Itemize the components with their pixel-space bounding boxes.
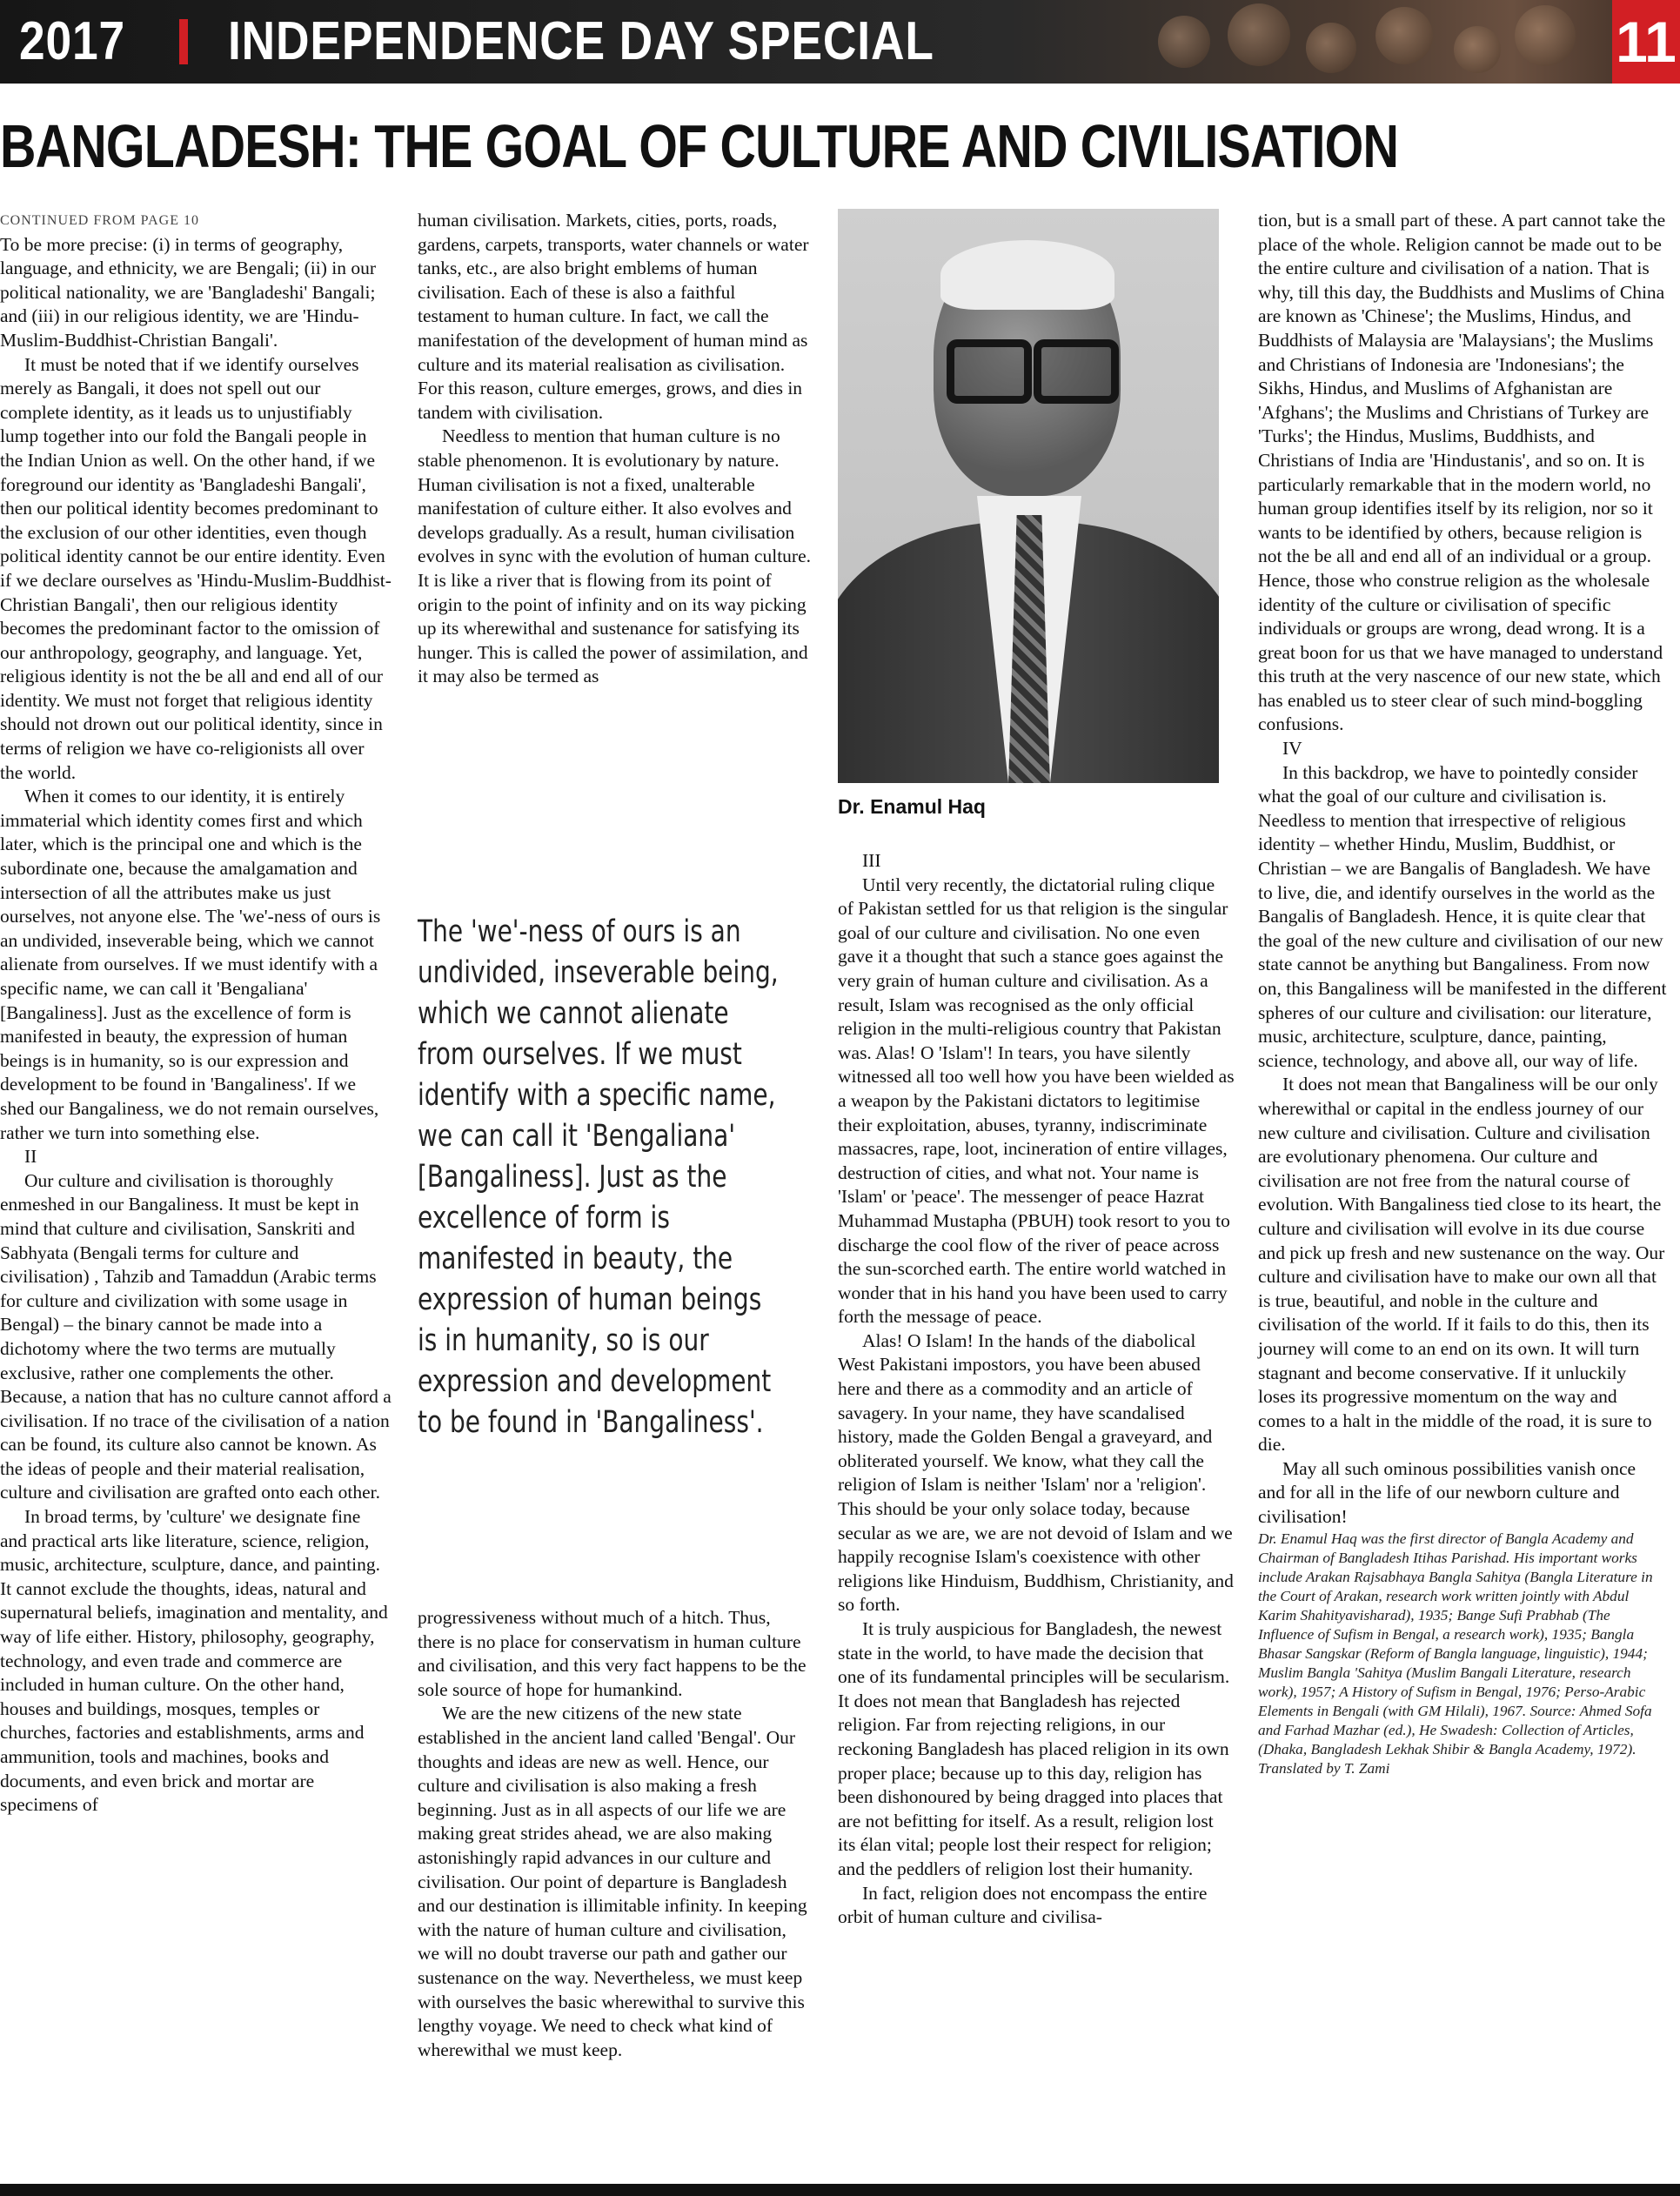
banner-divider: [179, 19, 188, 64]
column-2-top: [418, 209, 811, 689]
section-numeral: IV: [1282, 738, 1302, 760]
pull-quote: The 'we'-ness of ours is an undivided, inseverable being, which we cannot alienate from ourselves. If we must identify with a specific name, we can call it 'Bengaliana' [Bangaliness]. Just as the excellence of form is manifested in beauty, the expression of human beings is in humanity, so is our expression and development to be found in 'Bangaliness'.: [418, 914, 779, 1440]
paragraph: In fact, religion does not encompass the entire orbit of human culture and civilisa-: [838, 1882, 1208, 1928]
photo-caption: Dr. Enamul Haq: [838, 795, 986, 818]
paragraph: In this backdrop, we have to pointedly consider what the goal of our culture and civilisation is. Needless to mention that irrespective of religious identity – whether Hindu, Muslim, Buddhist, or Christian – we are Bangalis of Bangladesh. We have to live, die, and identify ourselves in the world as the Bangalis of Bangladesh. Hence, it is quite clear that the goal of the new culture and civilisation of our new state cannot be anything but Bangaliness. From now on, this Bangaliness will be manifested in the different spheres of our culture and civilisation: our literature, music, architecture, sculpture, dance, painting, science, technology, and above all, our way of life.: [1258, 761, 1667, 1071]
paragraph: In broad terms, by 'culture' we designate fine and practical arts like literature, science, religion, music, architecture, sculpture, dance, and painting. It cannot exclude the thoughts, ideas, natural and supernatural beliefs, imagination and mentality, and way of life either. History, philosophy, geography, technology, and even trade and commerce are included in human culture. On the other hand, houses and buildings, mosques, temples or churches, factories and establishments, arms and ammunition, tools and machines, books and documents, and even brick and mortar are specimens of: [0, 1506, 388, 1816]
column-3: [838, 849, 1235, 1930]
paragraph: Alas! O Islam! In the hands of the diabolical West Pakistani impostors, you have been abused here and there as a commodity and an article of savagery. In your name, they have scandalised history, made the Golden Bengal a graveyard, and obliterated yourself. We know, what they call the religion of Islam is neither 'Islam' nor a 'religion'. This should be your only solace today, because secular as we are, we are not devoid of Islam and we happily recognise Islam's coexistence with other religions like Hinduism, Buddhism, Christianity, and so forth.: [838, 1329, 1234, 1616]
paragraph: May all such ominous possibilities vanish once and for all in the life of our newborn culture and civilisation!: [1258, 1457, 1636, 1528]
page-number: 11: [1612, 0, 1680, 84]
article-headline: BANGLADESH: THE GOAL OF CULTURE AND CIVILISATION: [0, 112, 1399, 180]
paragraph: Needless to mention that human culture is no stable phenomenon. It is evolutionary by nature. Human civilisation is not a fixed, unalterable manifestation of culture either. It also evolves and develops gradually. As a result, human civilisation evolves in sync with the evolution of human culture. It is like a river that is flowing from its point of origin to the point of infinity and on its way picking up its wherewithal and sustenance for satisfying its hunger. This is called the power of assimilation, and it may also be termed as: [418, 425, 812, 687]
banner-decoration-image: [1123, 0, 1610, 84]
paragraph: tion, but is a small part of these. A part cannot take the place of the whole. Religion cannot be made out to be the entire culture and civilisation of a nation. That is why, till this day, the Buddhists and Muslims of China are known as 'Chinese'; the Muslims, Hindus, and Buddhists of Malaysia are 'Malaysians'; the Muslims and Christians of Indonesia are 'Indonesians'; the Sikhs, Hindus, and Muslims of Afghanistan are 'Afghans'; the Muslims and Christians of Turkey are 'Turks'; the Hindus, Muslims, Buddhists, and Christians of India are 'Hindustanis', and so on. It is particularly remarkable that in the modern world, no human group identifies itself by its religion, nor so it wants to be identified by others, because religion is not the be all and end all of an individual or a group. Hence, those who construe religion as the wholesale identity of the culture or civilisation of specific individuals or groups are wrong, dead wrong. It is a great boon for us that we have managed to understand this truth at the very nascence of our new state, which has enabled us to steer clear of such mind-boggling confusions.: [1258, 210, 1666, 735]
paragraph: Our culture and civilisation is thoroughly enmeshed in our Bangaliness. It must be kept in mind that culture and civilisation, Sanskriti and Sabhyata (Bengali terms for culture and civilisation) , Tahzib and Tamaddun (Arabic terms for culture and civilization with some usage in Bengal) – the binary cannot be made into a dichotomy where the two terms are mutually exclusive, rather one complements the other. Because, a nation that has no culture cannot afford a civilisation. If no trace of the civilisation of a nation can be found, its culture also cannot be known. As the ideas of people and their material realisation, culture and civilisation are grafted onto each other.: [0, 1169, 392, 1503]
continued-from-label: CONTINUED FROM PAGE 10: [0, 213, 199, 228]
author-bio-note: Dr. Enamul Haq was the first director of Bangla Academy and Chairman of Bangladesh Itihas Parishad. His important works include Arakan Rajsabhaya Bangla Sahitya (Bangla Literature in the Court of Arakan, research work written jointly with Abdul Karim Shahityavisharad), 1935; Bange Sufi Prabhab (The Influence of Sufism in Bengal, a research work), 1935; Bangla Bhasar Sangskar (Reform of Bangla language, linguistic), 1944; Muslim Bangla 'Sahitya (Muslim Bangali Literature, research work), 1957; A History of Sufism in Bengal, 1976; Perso-Arabic Elements in Bengali (with GM Hilali), 1967. Source: Ahmed Sofa and Farhad Mazhar (ed.), He Swadesh: Collection of Articles, (Dhaka, Bangladesh Lekhak Shibir & Bangla Academy, 1972). Translated by T. Zami: [1258, 1530, 1653, 1777]
section-numeral: III: [862, 850, 881, 871]
paragraph: We are the new citizens of the new state established in the ancient land called 'Bengal'. Our thoughts and ideas are new as well. Hence, our culture and civilisation is also making a fresh beginning. Just as in all aspects of our life we are making great strides ahead, we are also making astonishingly rapid advances in our culture and civilisation. Our point of departure is Bangladesh and our destination is illimitable infinity. In keeping with the nature of human culture and civilisation, we will no doubt traverse our path and gather our sustenance on the way. Nevertheless, we must keep with ourselves the basic wherewithal to survive this lengthy voyage. We need to check what kind of wherewithal we must keep.: [418, 1703, 807, 2060]
paragraph: It is truly auspicious for Bangladesh, the newest state in the world, to have made the decision that one of its fundamental principles will be secularism. It does not mean that Bangladesh has rejected religion. Far from rejecting religions, in our reckoning Bangladesh has placed religion in its own proper place; because up to this day, religion has been dishonoured by being dragged into places that are not befitting for itself. As a result, religion lost its élan vital; people lost their respect for religion; and the peddlers of religion lost their humanity.: [838, 1618, 1230, 1879]
paragraph: It does not mean that Bangaliness will be our only wherewithal or capital in the endless journey of our new culture and civilisation. Culture and civilisation are evolutionary phenomena. Our culture and civilisation are not free from the natural course of evolution. With Bangaliness tied close to its heart, the culture and civilisation will evolve in its due course and pick up fresh and new sustenance on the way. Our culture and civilisation have to make our own all that is true, beautiful, and noble in the culture and civilisation of the world. If it fails to do this, then its journey will come to an end on its own. It will turn stagnant and become conservative. If it unluckily loses its progressive momentum on the way and comes to a halt in the middle of the road, it is sure to die.: [1258, 1074, 1665, 1456]
column-1: [0, 209, 392, 1818]
paragraph: Until very recently, the dictatorial ruling clique of Pakistan settled for us that religion is the singular goal of our culture and civilisation. No one even gave it a thought that such a stance goes against the very grain of human culture and civilisation. As a result, Islam was recognised as the only official religion in the multi-religious country that Pakistan was. Alas! O 'Islam'! In tears, you have silently witnessed all too well how you have been wielded as a weapon by the Pakistani dictators to legitimise their exploitation, abuses, tyranny, indiscriminate massacres, rape, loot, incineration of entire villages, destruction of cities, and what not. Your name is 'Islam' or 'peace'. The messenger of peace Hazrat Muhammad Mustapha (PBUH) took resort to you to discharge the cool flow of the river of peace across the sun-scorched earth. The entire world watched in wonder that in his hand you have been used to carry forth the message of peace.: [838, 874, 1235, 1328]
column-2-bottom: [418, 1606, 811, 2062]
paragraph: When it comes to our identity, it is entirely immaterial which identity comes first and which later, which is the principal one and which is the subordinate one, because the amalgamation and intersection of all the attributes make us just ourselves, not anyone else. The 'we'-ness of ours is an undivided, inseverable being, which we cannot alienate from ourselves. If we must identify with a specific name, we can call it 'Bengaliana' [Bangaliness]. Just as the excellence of form is manifested in beauty, the expression of human beings is in humanity, so is our expression and development to be found in 'Bangaliness'. If we shed our Bangaliness, we do not remain ourselves, rather we turn into something else.: [0, 786, 381, 1143]
section-numeral: II: [24, 1146, 37, 1168]
author-portrait-photo: [838, 209, 1219, 783]
paragraph: It must be noted that if we identify ourselves merely as Bangali, it does not spell out our complete identity, as it leads us to unjustifiably lump together into our fold the Bangali people in the Indian Union as well. On the other hand, if we foreground our identity as 'Bangladeshi Bangali', then our political identity becomes predominant to the exclusion of our other identities, even though political identity cannot be our entire identity. Even if we declare ourselves as 'Hindu-Muslim-Buddhist-Christian Bangali', then our religious identity becomes the predominant factor to the omission of our anthropology, geography, and language. Yet, religious identity is not the be all and end all of our identity. We must not forget that religious identity should not drown out our political identity, since in terms of religion we have co-religionists all over the world.: [0, 353, 392, 783]
column-4: [1258, 209, 1667, 1778]
banner-year: 2017: [19, 11, 126, 71]
page-bottom-rule: [0, 2184, 1680, 2196]
paragraph: To be more precise: (i) in terms of geography, language, and ethnicity, we are Bengali; (ii) in our political nationality, we are 'Bangladeshi' Bangali; and (iii) in our religious identity, we are 'Hindu-Muslim-Buddhist-Christian Bangali'.: [0, 233, 377, 351]
paragraph: human civilisation. Markets, cities, ports, roads, gardens, carpets, transports, water channels or water tanks, etc., are also bright emblems of human civilisation. Each of these is also a faithful testament to human culture. In fact, we call the manifestation of the development of human mind as culture and its material realisation as civilisation. For this reason, culture emerges, grows, and dies in tandem with civilisation.: [418, 210, 809, 423]
banner-section-title: INDEPENDENCE DAY SPECIAL: [228, 11, 934, 71]
page-banner: [0, 0, 1680, 84]
paragraph: progressiveness without much of a hitch. Thus, there is no place for conservatism in human culture and civilisation, and this very fact happens to be the sole source of hope for humankind.: [418, 1607, 807, 1700]
